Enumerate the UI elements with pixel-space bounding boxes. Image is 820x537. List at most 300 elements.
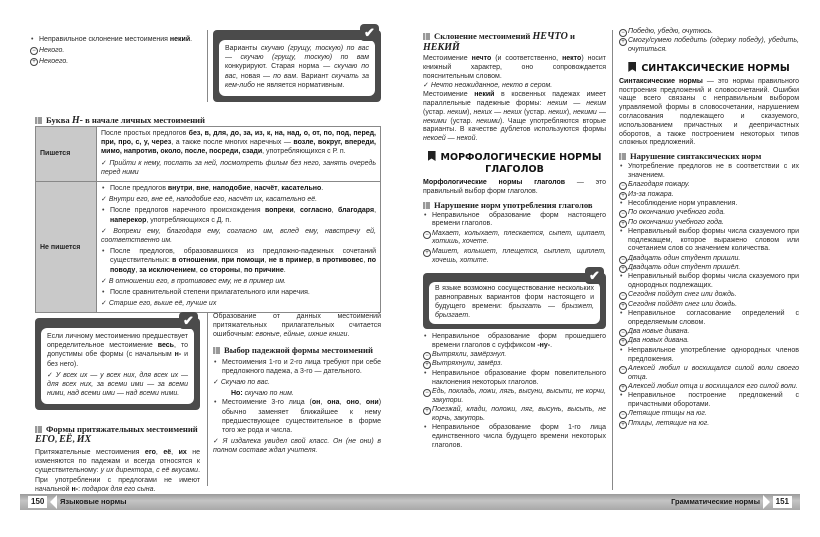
text-run: Варианты (225, 45, 262, 52)
text-run: Выбор падежной формы местоимений (224, 344, 373, 355)
minus-circle-icon: − (619, 29, 627, 37)
text-run: Притяжательные местоимения (35, 449, 145, 456)
text-run: Неправильное согласование определений с определяемым словом. (628, 310, 799, 326)
text-run: неким (447, 108, 468, 116)
text-run: Два новые дивана. (628, 328, 690, 336)
table-row (36, 182, 381, 313)
text-run: н- (174, 351, 182, 359)
text-run: Из-за пожара. (628, 190, 674, 198)
col1-bottom (35, 419, 200, 496)
text-run: , (374, 207, 377, 215)
text-run: по вам (273, 72, 297, 80)
plus-circle-icon: + (619, 265, 627, 273)
paragraph (423, 55, 606, 81)
text-run: ), (566, 108, 574, 116)
incorrect-example (423, 388, 606, 406)
text-run: , (195, 266, 200, 274)
text-run: Образование от данных местоимений притяжательных прилагательных считается ошибочным: (213, 313, 381, 339)
text-run: Сегодня пойдёт снег или дождь. (628, 300, 738, 308)
text-run: не является нормативным. (254, 81, 345, 89)
text-run: с её вкусами (156, 467, 199, 475)
text-run: в противовес (316, 257, 364, 265)
text-run: , (359, 399, 366, 407)
text-run: , (72, 434, 77, 444)
text-run: Но: (231, 390, 245, 398)
text-run: (устар. (423, 108, 448, 116)
plus-circle-icon: + (619, 302, 627, 310)
text-run: в начале личных местоимений (82, 115, 205, 125)
text-run: НЕЧТО (532, 31, 568, 42)
text-run: Н- (71, 115, 83, 126)
text-run: — это правильный выбор форм глаголов. (423, 178, 607, 195)
text-run: . (190, 36, 193, 43)
text-run: за исключением (139, 266, 196, 274)
text-run: Местоимение 3-го лица ( (222, 399, 312, 407)
heading-marker-icon (35, 117, 42, 124)
text-run: Скучаю по вас. (220, 379, 270, 387)
text-run: скучаю (грущу, тоскую) по вам (240, 54, 369, 62)
correct-example (619, 191, 799, 200)
text-run: они (365, 399, 379, 407)
text-run: некими (476, 117, 500, 125)
example (101, 227, 376, 245)
check-icon: ✓ (101, 196, 107, 204)
correct-example (619, 37, 799, 55)
text-run: , употребляющихся с Р. п. (262, 148, 346, 156)
bookmark-icon (628, 62, 636, 72)
text-run: По окончании учебного года. (628, 218, 724, 226)
text-run: НЕКИЙ (423, 42, 460, 53)
correct-example (30, 57, 198, 66)
text-run: не изменяются по падежам и всегда относятся к существительному: (35, 449, 200, 475)
example (423, 82, 606, 91)
plus-circle-icon: + (619, 192, 627, 200)
text-run: , (331, 207, 338, 215)
text-run: их (178, 449, 187, 456)
correct-example (619, 337, 799, 346)
text-run: , (264, 257, 269, 265)
note-callout-text (219, 40, 375, 96)
note-callout (35, 313, 200, 410)
text-run: вопреки (264, 207, 294, 215)
text-run: Сегодня пойдут снег или дождь. (628, 291, 737, 299)
text-run: Едь, покладь, ложи, лягь, высуни, высыпи, не корчи, закупори. (432, 387, 606, 404)
bullet-item (101, 288, 376, 297)
chevron-right-icon (763, 495, 770, 509)
text-run: — (225, 54, 241, 62)
text-run: брызгать — брызжет, брызгает (435, 302, 594, 319)
text-run: наперекор (110, 216, 147, 224)
correct-example (619, 383, 799, 392)
check-icon: ✓ (213, 379, 219, 387)
text-run: (устар. (446, 117, 477, 125)
note-line (213, 389, 381, 398)
text-run: , новая — (235, 72, 274, 80)
row-label: Пишется (36, 127, 97, 182)
text-run: Склонение местоимений (434, 31, 533, 41)
text-run: Неправильный выбор формы числа сказуемого при подлежащем, которое выражено словом или сочетанием слов со значением количества. (628, 227, 799, 253)
example (101, 277, 376, 286)
text-run: Неправильное образование форм настоящего времени глаголов. (432, 211, 606, 228)
text-run: — (596, 108, 606, 116)
text-run: Неправильное склонение местоимения (39, 36, 170, 43)
text-run: , то допустимы обе формы (с начальным (47, 342, 188, 359)
paragraph (225, 44, 369, 90)
minus-circle-icon: − (619, 182, 627, 190)
bullet-item (101, 184, 376, 193)
text-run: нечто (471, 55, 492, 62)
text-run: н- (71, 485, 79, 493)
note-callout-text (429, 282, 600, 324)
text-run: Смогу/сумею победить (одержу победу), убедить, очутиться. (628, 37, 799, 54)
incorrect-example (423, 230, 606, 248)
text-run: Двадцать один студент пришёл. (628, 264, 741, 272)
bullet-item (423, 424, 606, 450)
minus-circle-icon: − (619, 366, 627, 374)
text-run: Внутри его, вне её, наподобие его, насчёт их, касательно её. (108, 196, 318, 204)
bullet-item (619, 163, 799, 181)
text-run: скучаю по вас (225, 63, 369, 80)
incorrect-example (423, 351, 606, 360)
text-run: Старше его, выше её, лучше их (108, 300, 217, 308)
column-divider (612, 30, 613, 490)
note-callout-text (41, 328, 194, 404)
text-run: насчёт (254, 185, 278, 193)
text-run: Нарушение норм употребления глаголов (434, 199, 593, 210)
section-title-right: Грамматические нормы (671, 497, 760, 506)
text-run: некими (573, 108, 597, 116)
section-heading (619, 62, 799, 75)
paragraph (423, 179, 606, 197)
bullet-item (101, 247, 376, 275)
heading-marker-icon (213, 347, 220, 354)
minus-circle-icon: − (619, 256, 627, 264)
text-run: по причине (244, 266, 284, 274)
text-run: Махает, колыхает, плескается, сыпет, щипает, хотишь, хочете. (432, 229, 606, 246)
incorrect-example (619, 410, 799, 419)
text-run: Алексей любил и восхищался силой воли своего отца. (628, 364, 799, 381)
text-run: Если личному местоимению предшествует определительное местоимение (47, 333, 188, 350)
row-content (97, 182, 381, 313)
text-run: Неправильное образование форм прошедшего времени глаголов с суффиксом (432, 333, 606, 349)
heading-marker-icon (423, 202, 430, 209)
section-heading (423, 151, 606, 176)
text-run: Местоимения 1-го и 2-го лица требуют при себе предложного падежа, а 3-го — дательного. (222, 358, 381, 375)
text-run: Двадцать один студент пришли. (628, 254, 741, 262)
text-run: , (217, 257, 222, 265)
checkmark-icon: ✔ (179, 312, 198, 329)
text-run: по поводу (110, 257, 377, 274)
paragraph (213, 312, 381, 340)
text-run: . (475, 135, 478, 143)
text-run: . При употреблении с предлогами не имеют начальной (35, 467, 201, 493)
text-run: весь (157, 342, 174, 350)
example (101, 159, 376, 177)
subsection-heading (213, 345, 381, 355)
text-run: вне (196, 185, 209, 193)
text-run: при помощи (221, 257, 265, 265)
text-run: Вопреки ему, благодаря ему, согласно им, вслед ему, навстречу ей, соответственно им. (101, 227, 376, 245)
bullet-item (619, 392, 799, 410)
text-run: Морфологические нормы глаголов (423, 178, 566, 186)
text-run: , (250, 185, 255, 193)
paragraph (101, 129, 376, 157)
note-callout (213, 25, 381, 102)
text-run: внутри (167, 185, 193, 193)
text-run: Синтаксические нормы (619, 77, 703, 85)
text-run: , (311, 257, 317, 265)
plus-circle-icon: + (619, 38, 627, 46)
check-icon: ✓ (101, 159, 108, 167)
correct-example (423, 248, 606, 266)
checkmark-icon: ✔ (360, 24, 379, 41)
text-run: , (152, 467, 157, 475)
text-run: , (171, 449, 179, 456)
col3 (423, 28, 606, 451)
example (101, 195, 376, 204)
text-run: : (78, 485, 82, 493)
text-run: Поезжай, клади, положи, ляг, высунь, высыпь, не корчь, закупорь. (432, 405, 606, 422)
minus-circle-icon: − (423, 231, 431, 239)
text-run: в косвенных падежах имеет параллельные падежные формы: (423, 91, 606, 107)
paragraph (423, 91, 606, 144)
check-icon: ✓ (213, 438, 221, 446)
text-run: некий (474, 91, 495, 99)
example (213, 437, 381, 455)
text-run: Местоимение (423, 55, 472, 62)
section-title-left: Языковые нормы (60, 497, 127, 506)
text-run: -ну- (537, 341, 551, 349)
text-run: ), (467, 108, 474, 116)
text-run: СИНТАКСИЧЕСКИЕ НОРМЫ (641, 62, 790, 74)
text-run: . (550, 341, 553, 349)
text-run: . Вариант (296, 72, 332, 80)
text-run: и (567, 31, 575, 41)
bullet-item (213, 398, 381, 435)
bullet-item (423, 370, 606, 388)
text-run: согласно (299, 207, 332, 215)
text-run: скучать за кем-либо (225, 72, 369, 89)
text-run: ) обычно заменяет ближайшее к нему предшествующее существительное в форме того же рода и числа. (222, 399, 382, 435)
text-run: В отношении его, в противовес ему, не в пример им. (108, 277, 286, 285)
incorrect-example (619, 28, 799, 37)
text-run: некто (562, 55, 582, 62)
page-number-right: 151 (773, 496, 792, 508)
text-run: После сравнительной степени прилагательного или наречия. (110, 289, 310, 297)
text-run: ) носит книжный характер, оно сопровождается пояснительным словом. (423, 55, 606, 80)
text-run: Победю, убедю, очутюсь. (628, 28, 714, 35)
text-run: . (321, 185, 324, 193)
text-run: скучаю по ним. (244, 390, 294, 398)
text-run: неких (548, 108, 567, 116)
text-run: . (153, 485, 156, 493)
text-run: Неправильный выбор формы числа сказуемого при однородных подлежащих. (628, 273, 799, 290)
text-run: После простых предлогов (101, 130, 189, 137)
incorrect-example (619, 365, 799, 383)
page-number-left: 150 (28, 496, 47, 508)
bullet-item (101, 206, 376, 224)
text-run: Буква (46, 115, 72, 125)
text-run: конкурируют. Старая норма — (225, 63, 335, 71)
text-run: , (277, 185, 282, 193)
subsection-heading (619, 151, 799, 161)
check-icon: ✓ (423, 81, 429, 89)
incorrect-example (30, 46, 198, 55)
table-row (36, 127, 381, 182)
text-run: После предлогов, образовавшихся из предложно-падежных сочетаний существительных: (110, 248, 376, 265)
text-run: Несоблюдение норм управления. (628, 199, 738, 207)
text-run: оно (346, 399, 360, 407)
minus-circle-icon: − (423, 389, 431, 397)
text-run: Некоего. (39, 58, 69, 66)
text-run: . (283, 266, 286, 274)
row-content (97, 127, 381, 182)
text-run: он (311, 399, 321, 407)
text-run: Неправильное употребление однородных членов предложения. (628, 346, 799, 363)
text-run: неким — неким (547, 99, 607, 107)
text-run: Прийти к нему, послать за ней, посмотреть фильм без него, занять очередь перед ними (101, 159, 376, 176)
text-run: ЕЁ (59, 434, 73, 445)
example (213, 378, 381, 387)
bullet-item (423, 212, 606, 230)
text-run: , (293, 207, 300, 215)
text-run: , а также после многих наречных — (171, 139, 294, 147)
correct-example (423, 406, 606, 424)
minus-circle-icon: − (619, 329, 627, 337)
text-run: Употребление предлогов не в соответствии с их значением. (628, 163, 799, 180)
plus-circle-icon: + (423, 407, 431, 415)
bullet-item (619, 200, 799, 209)
text-run: . (468, 311, 471, 319)
text-run: Вытряхнули, замёрз. (432, 360, 503, 368)
text-run: Неправильное построение предложений с причастными оборотами. (628, 392, 799, 408)
incorrect-example (619, 255, 799, 264)
text-run: , употребляющихся с Д. п. (146, 216, 232, 224)
correct-example (423, 360, 606, 369)
text-run: , (240, 266, 245, 274)
text-run: Некого. (39, 47, 65, 55)
text-run: некими (423, 117, 447, 125)
text-run: ИХ (76, 434, 92, 445)
text-run: некоей — некой (423, 135, 476, 143)
text-run: благодаря (337, 207, 375, 215)
plus-circle-icon: + (619, 338, 627, 346)
plus-circle-icon: + (30, 58, 38, 66)
row-label: Не пишется (36, 182, 97, 313)
text-run: , (54, 434, 60, 444)
text-run: По окончанию учебного года. (628, 209, 726, 217)
correct-example (619, 301, 799, 310)
paragraph (47, 332, 188, 369)
text-run: у их директора (100, 467, 153, 475)
correct-example (619, 219, 799, 228)
text-run: Формы притяжательных местоимений (46, 424, 198, 434)
text-run: подарок для его сына (81, 485, 154, 493)
incorrect-example (619, 328, 799, 337)
check-icon: ✓ (101, 277, 107, 285)
spelling-table (35, 126, 381, 313)
correct-example (619, 420, 799, 429)
bullet-item (213, 358, 381, 376)
heading-marker-icon (619, 153, 626, 160)
text-run: Неправильное образование форм повелительного наклонения некоторых глаголов. (432, 369, 606, 386)
check-icon: ✓ (47, 371, 54, 379)
minus-circle-icon: − (30, 47, 38, 55)
text-run: Машет, колышет, плещется, сыплет, щиплет, хочешь, хотите. (432, 247, 606, 264)
text-run: , (155, 449, 164, 456)
chevron-left-icon (50, 495, 57, 509)
text-run: Два новых дивана. (628, 337, 690, 345)
text-run: , (135, 266, 140, 274)
text-run: Неправильное образование форм 1-го лица единственного числа будущего времени некоторых глаголов. (432, 424, 606, 449)
text-run: и без него). (47, 351, 188, 368)
text-run: , (208, 185, 213, 193)
paragraph (435, 285, 594, 320)
text-run: неких — неких (473, 108, 522, 116)
plus-circle-icon: + (619, 421, 627, 429)
minus-circle-icon: − (619, 210, 627, 218)
checkmark-icon: ✔ (585, 267, 604, 284)
text-run: некий (169, 36, 191, 43)
text-run: не в пример (268, 257, 312, 265)
bullet-item (619, 347, 799, 365)
paragraph (619, 78, 799, 148)
text-run: , (192, 185, 197, 193)
bullet-item (619, 310, 799, 328)
text-run: После предлогов (110, 185, 168, 193)
text-run: В языке возможно сосуществование нескольких равноправных вариантов форм настоящего и будущего времени: (435, 285, 594, 310)
text-run: Птицы, летящие на юг. (628, 419, 710, 427)
paragraph (35, 448, 200, 494)
plus-circle-icon: + (423, 249, 431, 257)
text-run: скучаю (грущу, тоскую) по вас (261, 45, 369, 52)
minus-circle-icon: − (423, 352, 431, 360)
text-run: без, в, для, до, за, из, к, на, над, о, от, по, под, перед, при, про, с, у, через (101, 130, 377, 147)
col2-bottom (213, 312, 381, 458)
heading-marker-icon (423, 33, 430, 40)
minus-circle-icon: − (619, 411, 627, 419)
subsection-heading (35, 424, 200, 445)
text-run: Я издалека увидел свой класс. Он (не они) в полном составе ждал учителя. (213, 438, 381, 455)
text-run: касательно (281, 185, 322, 193)
text-run: Нечто неожиданное, некто в сером. (430, 81, 553, 89)
text-run: (и соответственно, (491, 55, 563, 62)
col1-top (30, 35, 198, 69)
bullet-item (619, 273, 799, 291)
table-heading (35, 115, 381, 126)
text-run: Благодаря пожару. (628, 181, 690, 189)
text-run: евоные, ейные, ихние книги (255, 331, 348, 339)
check-icon: ✓ (101, 227, 112, 235)
incorrect-example (619, 181, 799, 190)
subsection-heading (423, 31, 606, 53)
text-run: . (347, 331, 350, 339)
incorrect-example (619, 209, 799, 218)
text-run: Вытряхли, замёрзнул. (432, 351, 507, 359)
text-run: Местоимение (423, 91, 475, 99)
subsection-heading (423, 200, 606, 210)
text-run: После предлогов наречного происхождения (110, 207, 265, 215)
text-run: ). Чаще употребляются вторые варианты. В качестве дублетов используются формы (423, 117, 606, 134)
bookmark-icon (428, 151, 436, 161)
col4 (619, 28, 799, 429)
plus-circle-icon: + (619, 384, 627, 392)
note-callout (423, 268, 606, 329)
correct-example (619, 264, 799, 273)
column-divider (207, 30, 208, 102)
bullet-item (423, 333, 606, 351)
text-run: ЕГО (35, 434, 55, 445)
